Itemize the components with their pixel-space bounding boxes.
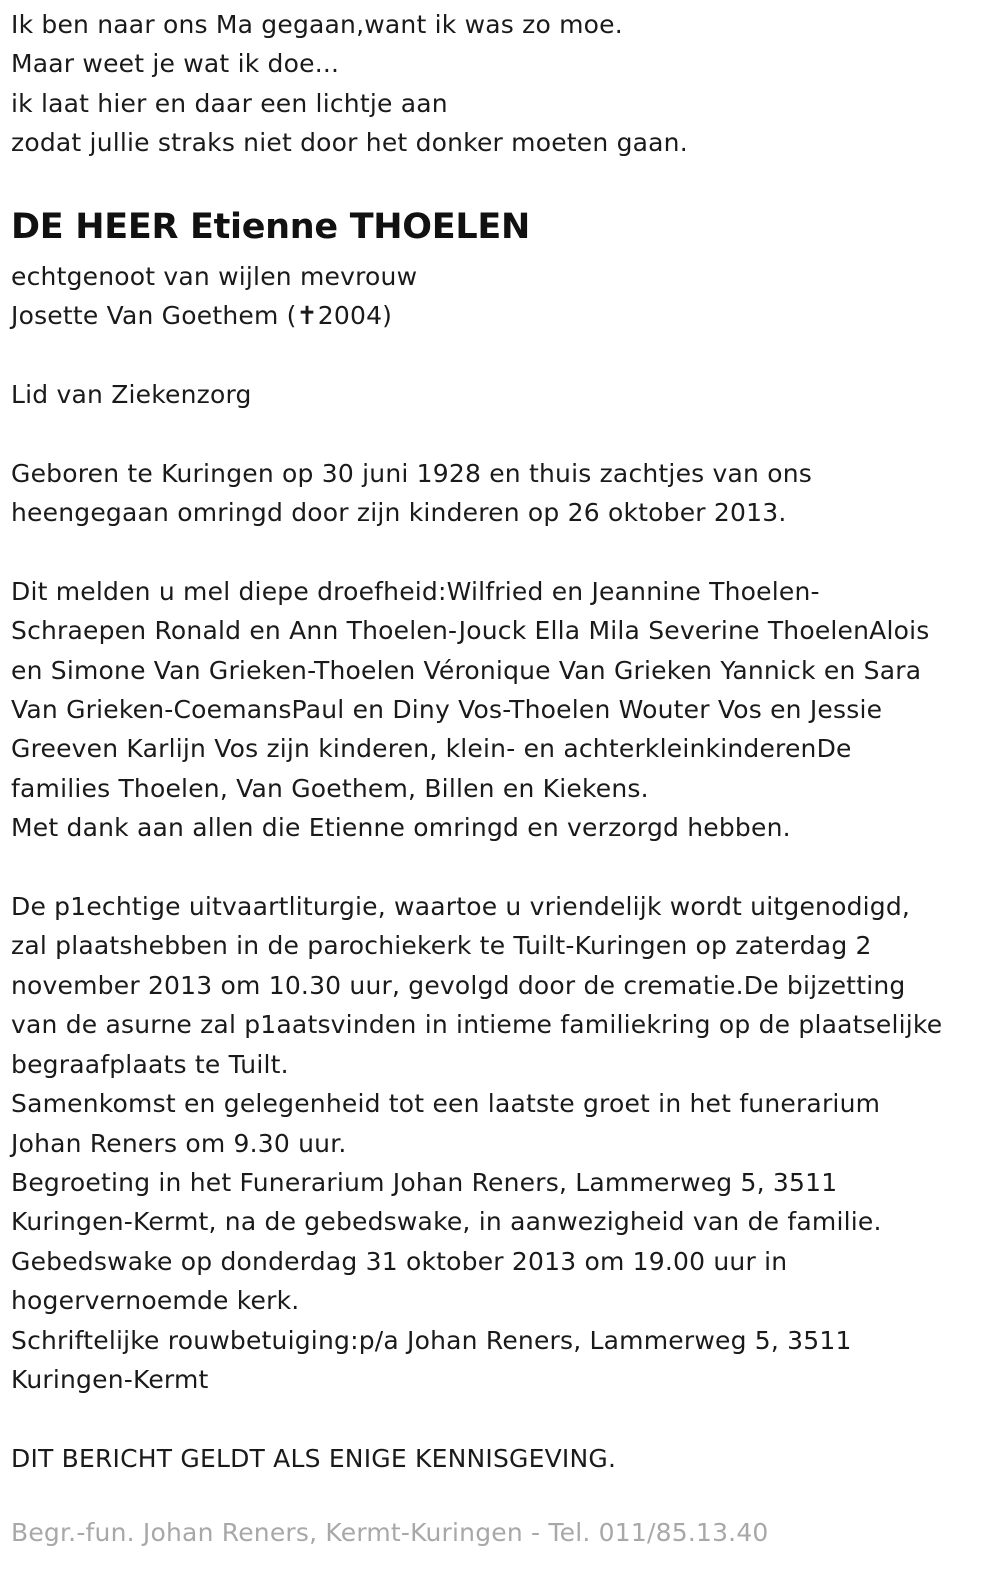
poem-line: ik laat hier en daar een lichtje aan: [11, 88, 448, 118]
funeral-line: hogervernoemde kerk.: [11, 1286, 300, 1316]
spouse-line: Josette Van Goethem (✝2004): [11, 301, 393, 331]
family-line: en Simone Van Grieken-Thoelen Véronique Van Grieken Yannick en Sara: [11, 655, 922, 685]
spouse-line: echtgenoot van wijlen mevrouw: [11, 261, 418, 291]
poem-line: zodat jullie straks niet door het donker moeten gaan.: [11, 128, 688, 158]
membership: Lid van Ziekenzorg: [11, 379, 252, 409]
family-line: Greeven Karlijn Vos zijn kinderen, klein- en achterkleinkinderenDe: [11, 734, 852, 764]
spacer: [11, 1399, 986, 1438]
funeral-line: Johan Reners om 9.30 uur.: [11, 1128, 347, 1158]
funeral-line: van de asurne zal p1aatsvinden in intieme familiekring op de plaatselijke: [11, 1010, 943, 1040]
family-line: Met dank aan allen die Etienne omringd en verzorgd hebben.: [11, 813, 791, 843]
funeral-line: begraafplaats te Tuilt.: [11, 1049, 289, 1079]
spacer: [11, 414, 986, 453]
deceased-name-title: DE HEER Etienne THOELEN: [11, 206, 530, 247]
family-announcement: [11, 572, 986, 848]
spouse-info: [11, 257, 986, 336]
funeral-line: Samenkomst en gelegenheid tot een laatste groet in het funerarium: [11, 1089, 881, 1119]
birth-death-line: heengegaan omringd door zijn kinderen op 26 oktober 2013.: [11, 498, 787, 528]
funeral-line: De p1echtige uitvaartliturgie, waartoe u vriendelijk wordt uitgenodigd,: [11, 892, 911, 922]
spacer: [11, 532, 986, 571]
family-line: Dit melden u mel diepe droefheid:Wilfried en Jeannine Thoelen-: [11, 576, 820, 606]
poem: [11, 5, 986, 163]
funeral-home-footer: Begr.-fun. Johan Reners, Kermt-Kuringen - Tel. 011/85.13.40: [11, 1518, 769, 1547]
family-line: Van Grieken-CoemansPaul en Diny Vos-Thoelen Wouter Vos en Jessie: [11, 695, 883, 725]
poem-line: Ik ben naar ons Ma gegaan,want ik was zo moe.: [11, 10, 623, 39]
funeral-line: november 2013 om 10.30 uur, gevolgd door de crematie.De bijzetting: [11, 970, 906, 1000]
funeral-line: Gebedswake op donderdag 31 oktober 2013 om 19.00 uur in: [11, 1246, 788, 1276]
spacer: [11, 848, 986, 887]
birth-death-info: [11, 454, 986, 533]
funeral-line: Schriftelijke rouwbetuiging:p/a Johan Reners, Lammerweg 5, 3511: [11, 1325, 852, 1355]
poem-line: Maar weet je wat ik doe...: [11, 49, 340, 79]
funeral-details: [11, 887, 986, 1399]
family-line: families Thoelen, Van Goethem, Billen en Kiekens.: [11, 773, 649, 803]
spacer: [11, 335, 986, 374]
official-notice: DIT BERICHT GELDT ALS ENIGE KENNISGEVING.: [11, 1443, 617, 1473]
funeral-line: Begroeting in het Funerarium Johan Reners, Lammerweg 5, 3511: [11, 1167, 838, 1197]
funeral-line: Kuringen-Kermt, na de gebedswake, in aanwezigheid van de familie.: [11, 1207, 882, 1237]
funeral-line: zal plaatshebben in de parochiekerk te Tuilt-Kuringen op zaterdag 2: [11, 931, 872, 961]
family-line: Schraepen Ronald en Ann Thoelen-Jouck Ella Mila Severine ThoelenAlois: [11, 616, 930, 646]
funeral-line: Kuringen-Kermt: [11, 1364, 209, 1394]
birth-death-line: Geboren te Kuringen op 30 juni 1928 en thuis zachtjes van ons: [11, 458, 813, 488]
obituary-notice: [11, 0, 986, 1478]
